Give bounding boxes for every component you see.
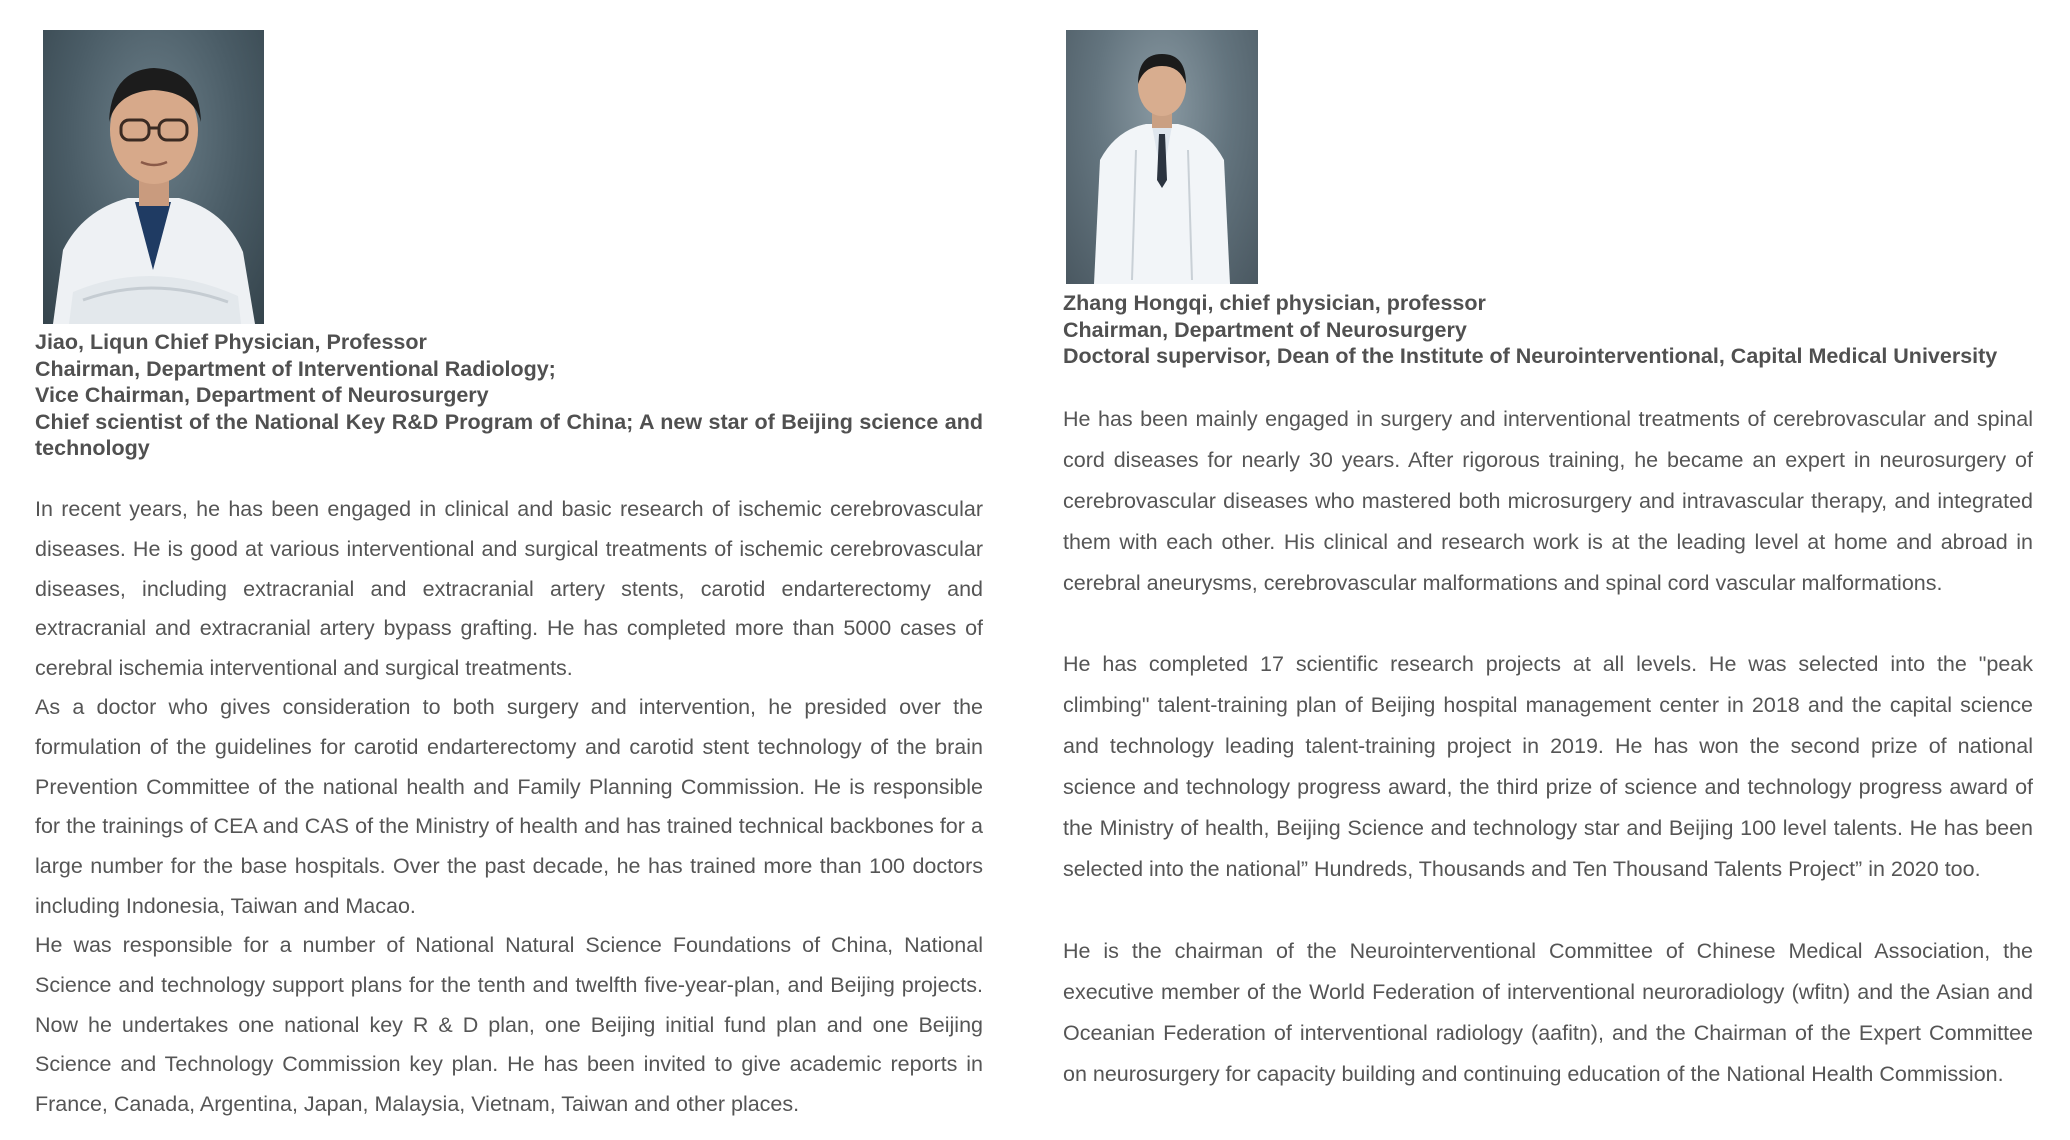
left-header: [35, 329, 983, 462]
left-paragraph-1: In recent years, he has been engaged in clinical and basic research of ischemic cerebrovascular diseases. He is good at various interventional and surgical treatments of ischemic cerebrovascular diseases, including extracranial and extracranial artery stents, carotid endarterectomy and extracranial and extracranial artery bypass grafting. He has completed more than 5000 cases of cerebral ischemia interventional and surgical treatments.: [35, 497, 983, 681]
left-header-line: Chairman, Department of Interventional Radiology;: [35, 356, 556, 381]
right-header-line: Doctoral supervisor, Dean of the Institute of Neurointerventional, Capital Medical University: [1063, 344, 1998, 369]
zhang-hongqi-photo: [1066, 30, 1258, 284]
jiao-liqun-photo: [43, 30, 264, 324]
left-header-line: Jiao, Liqun Chief Physician, Professor: [35, 330, 427, 354]
right-paragraph-2: He has completed 17 scientific research projects at all levels. He was selected into the "peak climbing" talent-training plan of Beijing hospital management center in 2018 and the capital science and technology leading talent-training project in 2019. He has won the second prize of national science and technology progress award, the third prize of science and technology progress award of the Ministry of health, Beijing Science and technology star and Beijing 100 level talents. He has been selected into the national” Hundreds, Thousands and Ten Thousand Talents Project” in 2020 too.: [1063, 652, 2033, 881]
portrait-illustration: [1066, 30, 1258, 284]
right-paragraph-1: He has been mainly engaged in surgery and interventional treatments of cerebrovascular and spinal cord diseases for nearly 30 years. After rigorous training, he became an expert in neurosurgery of cerebrovascular diseases who mastered both microsurgery and intravascular therapy, and integrated them with each other. His clinical and research work is at the leading level at home and abroad in cerebral aneurysms, cerebrovascular malformations and spinal cord vascular malformations.: [1063, 407, 2033, 595]
right-header-line: Chairman, Department of Neurosurgery: [1063, 317, 1467, 342]
left-header-line: Vice Chairman, Department of Neurosurgery: [35, 383, 489, 408]
left-header-line: Chief scientist of the National Key R&D Program of China; A new star of Beijing science and technology: [35, 409, 983, 461]
portrait-illustration: [43, 30, 264, 324]
right-paragraph-3: He is the chairman of the Neurointerventional Committee of Chinese Medical Association, the executive member of the World Federation of interventional neuroradiology (wfitn) and the Asian and Oceanian Federation of interventional radiology (aafitn), and the Chairman of the Expert Committee on neurosurgery for capacity building and continuing education of the National Health Commission.: [1063, 939, 2033, 1086]
right-header-line: Zhang Hongqi, chief physician, professor: [1063, 291, 1486, 315]
left-paragraph-2: As a doctor who gives consideration to both surgery and intervention, he presided over the formulation of the guidelines for carotid endarterectomy and carotid stent technology of the brain Prevention Committee of the national health and Family Planning Commission. He is responsible for the trainings of CEA and CAS of the Ministry of health and has trained technical backbones for a large number for the base hospitals. Over the past decade, he has trained more than 100 doctors including Indonesia, Taiwan and Macao.: [35, 695, 983, 918]
left-paragraph-3: He was responsible for a number of National Natural Science Foundations of China, National Science and technology support plans for the tenth and twelfth five-year-plan, and Beijing projects. Now he undertakes one national key R & D plan, one Beijing initial fund plan and one Beijing Science and Technology Commission key plan. He has been invited to give academic reports in France, Canada, Argentina, Japan, Malaysia, Vietnam, Taiwan and other places.: [35, 933, 983, 1117]
right-header: [1063, 290, 2033, 370]
